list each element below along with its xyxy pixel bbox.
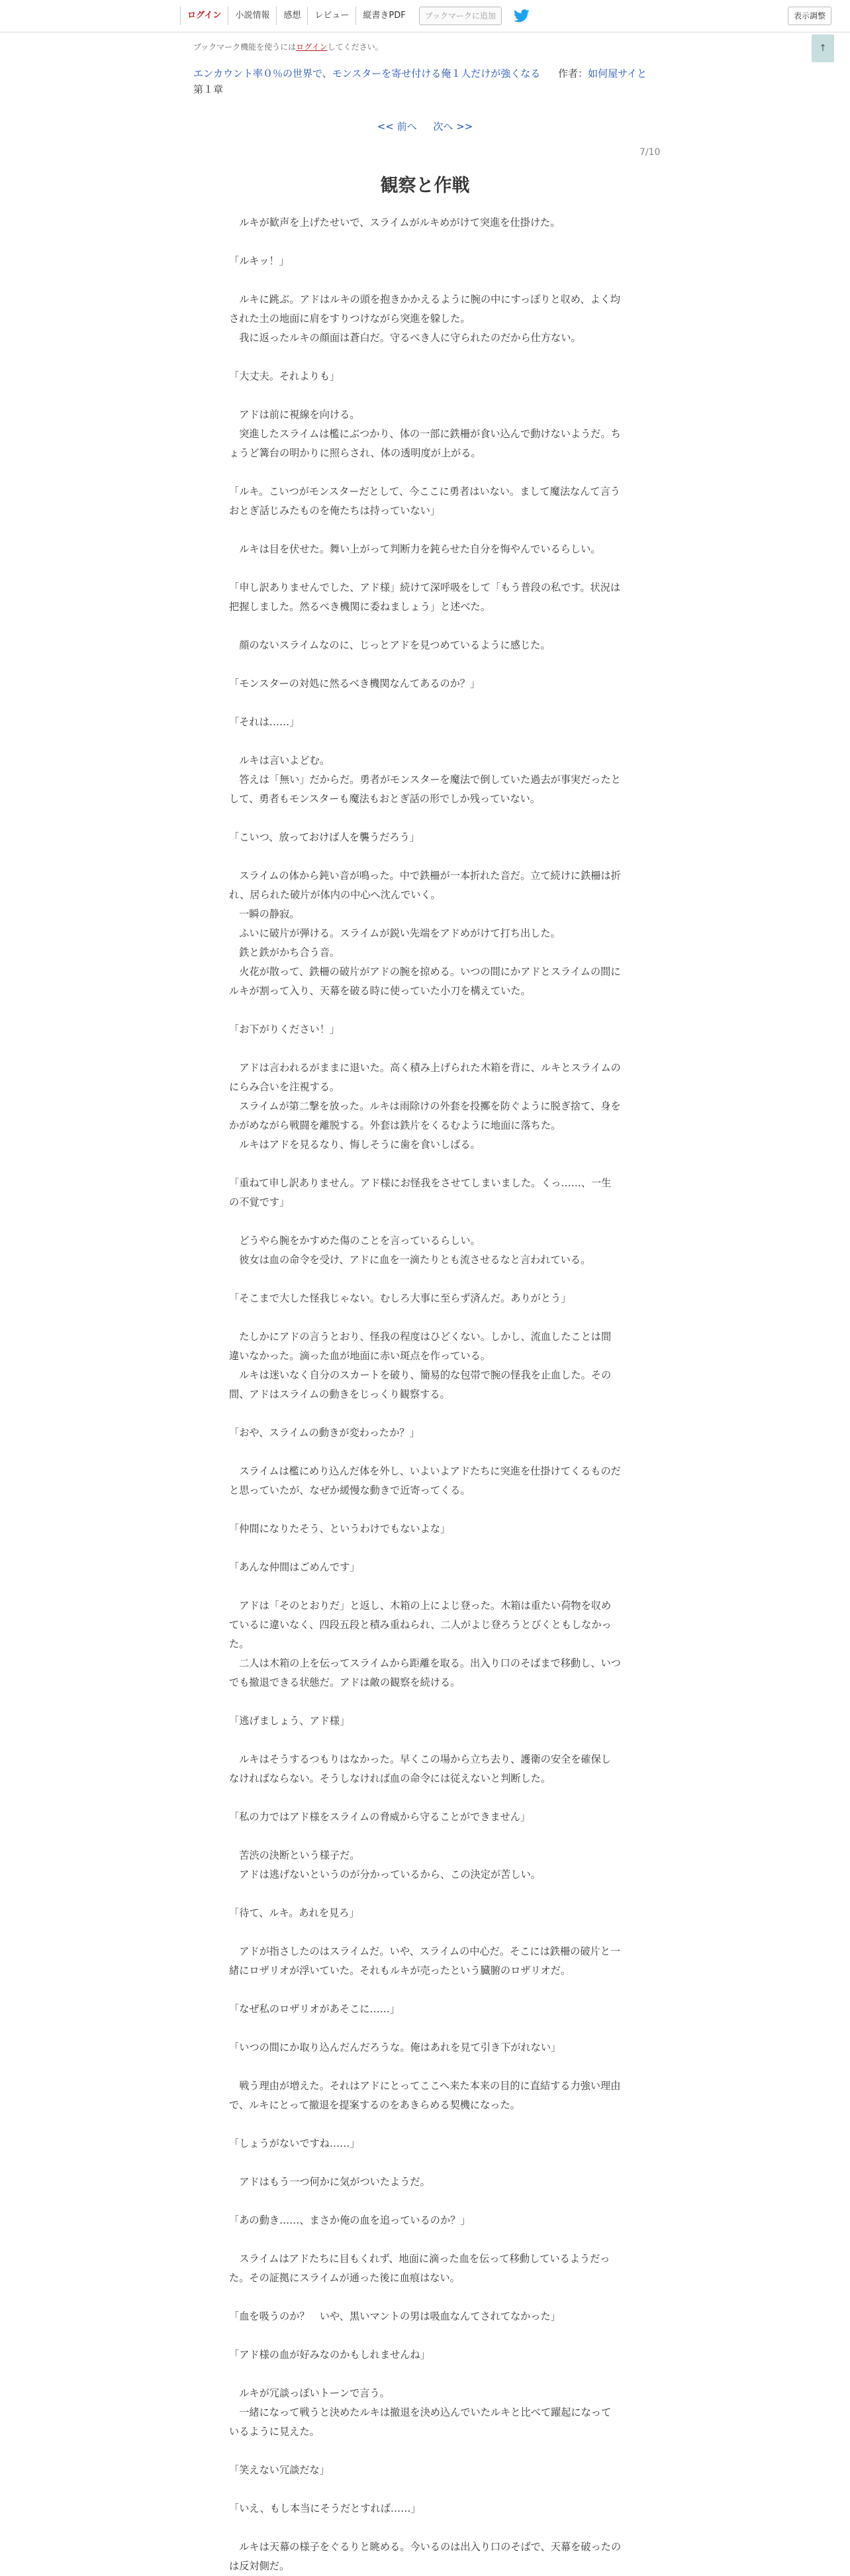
bookmark-add-button[interactable]: ブックマークに追加 (419, 7, 502, 25)
body-line: 「重ねて申し訳ありません。アド様にお怪我をさせてしまいました。くっ……、一生の不覚です」 (229, 1177, 612, 1208)
blank-line (229, 2480, 621, 2499)
blank-line (229, 2153, 621, 2173)
body-line: 「おや、スライムの動きが変わったか？」 (229, 1427, 420, 1439)
body-line: 「モンスターの対処に然るべき機関なんてあるのか？」 (229, 678, 481, 690)
series-title-link[interactable]: エンカウント率０％の世界で、モンスターを寄せ付ける俺１人だけが強くなる (193, 68, 541, 79)
novel-body (229, 213, 621, 2576)
body-line: 「それは……」 (229, 716, 300, 728)
body-line: 一瞬の静寂。 (229, 908, 300, 920)
blank-line (229, 232, 621, 252)
scroll-top-button[interactable]: ↑ (812, 34, 834, 62)
blank-line (229, 732, 621, 751)
body-line: 「あの動き……、まさか俺の血を追っているのか？」 (229, 2214, 471, 2226)
body-line: 「逃げましょう、アド様」 (229, 1715, 350, 1727)
blank-line (229, 1212, 621, 1231)
blank-line (229, 1981, 621, 2000)
body-line: アドは前に視線を向ける。 (229, 409, 360, 421)
body-line: スライムが第二撃を放った。ルキは雨除けの外套を投擲を防ぐように脱ぎ捨て、身をかがめながら戦闘を離脱する。外套は鉄片をくるむように地面に落ちた。 (229, 1100, 621, 1131)
next-episode-link[interactable]: 次へ >> (433, 121, 473, 132)
blank-line (229, 1692, 621, 1712)
blank-line (229, 2288, 621, 2307)
body-line: スライムは檻にめり込んだ体を外し、いよいよアドたちに突進を仕掛けてくるものだと思っていたが、なぜか緩慢な動きで近寄ってくる。 (229, 1465, 621, 1496)
body-line: ふいに破片が弾ける。スライムが鋭い先端をアドめがけて打ち出した。 (229, 927, 561, 939)
body-line: 「そこまで大した怪我じゃない。むしろ大事に至らず済んだ。ありがとう」 (229, 1292, 571, 1304)
blank-line (229, 1923, 621, 1942)
display-settings-button[interactable]: 表示調整 (788, 7, 831, 25)
author-label: 作者： (558, 68, 589, 79)
body-line: アドは「そのとおりだ」と返し、木箱の上によじ登った。木箱は重たい荷物を収めているに違いなく、四段五段と積み重ねられ、二人がよじ登ろうとびくともしなかった。 (229, 1600, 612, 1650)
body-line: 「血を吸うのか？ いや、黒いマントの男は吸血なんてされてなかった」 (229, 2310, 561, 2322)
nav-review-link[interactable]: レビュー (308, 7, 356, 25)
blank-line (229, 1884, 621, 1904)
episode-title: 観察と作戦 (380, 176, 470, 196)
blank-line (229, 1155, 621, 1174)
body-line: 「笑えない冗談だな」 (229, 2464, 330, 2476)
body-line: 「お下がりください！」 (229, 1023, 340, 1035)
blank-line (229, 1788, 621, 1808)
body-line: 「アド様の血が好みなのかもしれませんね」 (229, 2349, 430, 2361)
body-line: 二人は木箱の上を伝ってスライムから距離を取る。出入り口のそばまで移動し、いつでも撤退できる状態だ。アドは敵の観察を続ける。 (229, 1657, 621, 1688)
blank-line (229, 809, 621, 828)
body-line: 「あんな仲間はごめんです」 (229, 1561, 360, 1573)
body-line: 顔のないスライムなのに、じっとアドを見つめているように感じた。 (229, 639, 551, 651)
blank-line (229, 1539, 621, 1558)
body-line: ルキはそうするつもりはなかった。早くこの場から立ち去り、護衛の安全を確保しなければならない。そうしなければ血の命令には従えないと判断した。 (229, 1753, 611, 1784)
blank-line (229, 2115, 621, 2134)
blank-line (229, 1039, 621, 1058)
blank-line (229, 559, 621, 578)
body-line: ルキは言いよどむ。 (229, 754, 330, 766)
blank-line (229, 2230, 621, 2249)
body-line: ルキは天幕の様子をぐるりと眺める。今いるのは出入り口のそばで、天幕を破ったのは反対側だ。 (229, 2541, 622, 2572)
body-line: 「待て、ルキ。あれを見ろ」 (229, 1907, 359, 1919)
blank-line (229, 2192, 621, 2211)
episode-count: 7/10 (639, 147, 661, 158)
blank-line (229, 271, 621, 290)
body-line: 一緒になって戦うと決めたルキは撤退を決め込んでいたルキと比べて躍起になっているように見えた。 (229, 2406, 612, 2438)
blank-line (229, 694, 621, 713)
body-line: 我に返ったルキの顔面は蒼白だ。守るべき人に守られたのだから仕方ない。 (229, 332, 581, 344)
body-line: アドは言われるがままに退いた。高く積み上げられた木箱を背に、ルキとスライムのにらみ合いを注視する。 (229, 1062, 621, 1093)
chapter-title: 第１章 (193, 83, 224, 95)
body-line: アドは逃げないというのが分かっているから、この決定が苦しい。 (229, 1869, 541, 1880)
body-line: どうやら腕をかすめた傷のことを言っているらしい。 (229, 1235, 481, 1247)
body-line: スライムはアドたちに目もくれず、地面に滴った血を伝って移動しているようだった。その証拠にスライムが通った後に血痕はない。 (229, 2253, 610, 2284)
blank-line (229, 2365, 621, 2384)
blank-line (229, 1577, 621, 1596)
nav-novel-info-link[interactable]: 小説情報 (228, 7, 277, 25)
blank-line (229, 1500, 621, 1520)
blank-line (229, 1404, 621, 1423)
login-notice (193, 41, 383, 52)
body-line: 彼女は血の命令を受け、アドに血を一滴たりとも流させるなと言われている。 (229, 1254, 591, 1266)
body-line: 「ルキッ！」 (229, 255, 289, 267)
body-line: 鉄と鉄がかち合う音。 (229, 947, 340, 958)
body-line: 「大丈夫。それよりも」 (229, 370, 340, 382)
body-line: ルキに跳ぶ。アドはルキの頭を抱きかかえるように腕の中にすっぽりと収め、よく均された土の地面に肩をすりつけながら突進を躱した。 (229, 293, 621, 325)
blank-line (229, 1443, 621, 1462)
body-line: ルキは目を伏せた。舞い上がって判断力を鈍らせた自分を悔やんでいるらしい。 (229, 543, 601, 555)
blank-line (229, 617, 621, 636)
blank-line (229, 1270, 621, 1289)
blank-line (229, 1827, 621, 1846)
blank-line (229, 2518, 621, 2538)
body-line: 「いつの間にか取り込んだんだろうな。俺はあれを見て引き下がれない」 (229, 2041, 561, 2053)
body-line: 突進したスライムは檻にぶつかり、体の一部に鉄柵が食い込んで動けないようだ。ちょうど篝台の明かりに照らされ、体の透明度が上がる。 (229, 428, 621, 459)
series-info (193, 66, 647, 80)
body-line: スライムの体から鈍い音が鳴った。中で鉄柵が一本折れた音だ。立て続けに鉄柵は折れ、居られた破片が体内の中心へ沈んでいく。 (229, 870, 621, 901)
episode-pager (0, 119, 850, 133)
body-line: ルキはアドを見るなり、悔しそうに歯を食いしばる。 (229, 1139, 481, 1151)
body-line: 「ルキ。こいつがモンスターだとして、今ここに勇者はいない。まして魔法なんて言うおとぎ話じみたものを俺たちは持っていない」 (229, 486, 620, 517)
login-link[interactable]: ログイン (296, 42, 328, 52)
blank-line (229, 463, 621, 482)
body-line: ルキは迷いなく自分のスカートを破り、簡易的な包帯で腕の怪我を止血した。その間、アドはスライムの動きをじっくり観察する。 (229, 1369, 612, 1400)
nav-vertical-pdf-link[interactable]: 縦書きPDF (363, 11, 406, 21)
login-notice-suffix: してください。 (327, 42, 383, 52)
blank-line (229, 521, 621, 540)
author-link[interactable]: 如何屋サイと (588, 68, 647, 79)
body-line: 「いえ、もし本当にそうだとすれば……」 (229, 2502, 421, 2514)
body-line: 「私の力ではアド様をスライムの脅威から守ることができません」 (229, 1811, 531, 1823)
body-line: アドが指さしたのはスライムだ。いや、スライムの中心だ。そこには鉄柵の破片と一緒にロザリオが浮いていた。それもルキが売ったという臓腑のロザリオだ。 (229, 1945, 621, 1977)
body-line: 答えは「無い」だからだ。勇者がモンスターを魔法で倒していた過去が事実だったとして、勇者もモンスターも魔法もおとぎ話の形でしか残っていない。 (229, 774, 621, 805)
top-nav-bar (0, 0, 850, 32)
body-line: ルキが歓声を上げたせいで、スライムがルキめがけて突進を仕掛けた。 (229, 217, 561, 229)
blank-line (229, 1308, 621, 1327)
blank-line (229, 386, 621, 405)
nav-impression-link[interactable]: 感想 (277, 7, 308, 25)
blank-line (229, 1001, 621, 1020)
nav-login-link[interactable]: ログイン (180, 7, 228, 25)
prev-episode-link[interactable]: << 前へ (377, 121, 417, 132)
blank-line (229, 655, 621, 674)
blank-line (229, 2326, 621, 2345)
twitter-icon[interactable] (514, 9, 530, 23)
body-line: 「なぜ私のロザリオがあそこに……」 (229, 2003, 401, 2015)
body-line: ルキが冗談っぽいトーンで言う。 (229, 2387, 390, 2399)
blank-line (229, 847, 621, 866)
body-line: 火花が散って、鉄柵の破片がアドの腕を掠める。いつの間にかアドとスライムの間にルキが割って入り、天幕を破る時に使っていた小刀を構えていた。 (229, 966, 621, 997)
body-line: 「申し訳ありませんでした、アド様」続けて深呼吸をして「もう普段の私です。状況は把握しました。然るべき機関に委ねましょう」と述べた。 (229, 582, 621, 613)
blank-line (229, 348, 621, 367)
body-line: たしかにアドの言うとおり、怪我の程度はひどくない。しかし、流血したことは間違いなかった。滴った血が地面に赤い斑点を作っている。 (229, 1331, 612, 1362)
blank-line (229, 2057, 621, 2077)
body-line: アドはもう一つ何かに気がついたようだ。 (229, 2176, 430, 2188)
blank-line (229, 2442, 621, 2461)
blank-line (229, 1731, 621, 1750)
body-line: 「こいつ、放っておけば人を襲うだろう」 (229, 831, 420, 843)
blank-line (229, 2019, 621, 2038)
body-line: 苦渋の決断という様子だ。 (229, 1849, 360, 1861)
nav-menu (180, 4, 530, 28)
body-line: 「仲間になりたそう、というわけでもないよな」 (229, 1523, 451, 1535)
body-line: 戦う理由が増えた。それはアドにとってここへ来た本来の目的に直結する力強い理由で、ルキにとって撤退を提案するのをあきらめる契機になった。 (229, 2080, 621, 2111)
body-line: 「しょうがないですね……」 (229, 2138, 360, 2149)
login-notice-prefix: ブックマーク機能を使うには (193, 42, 297, 52)
